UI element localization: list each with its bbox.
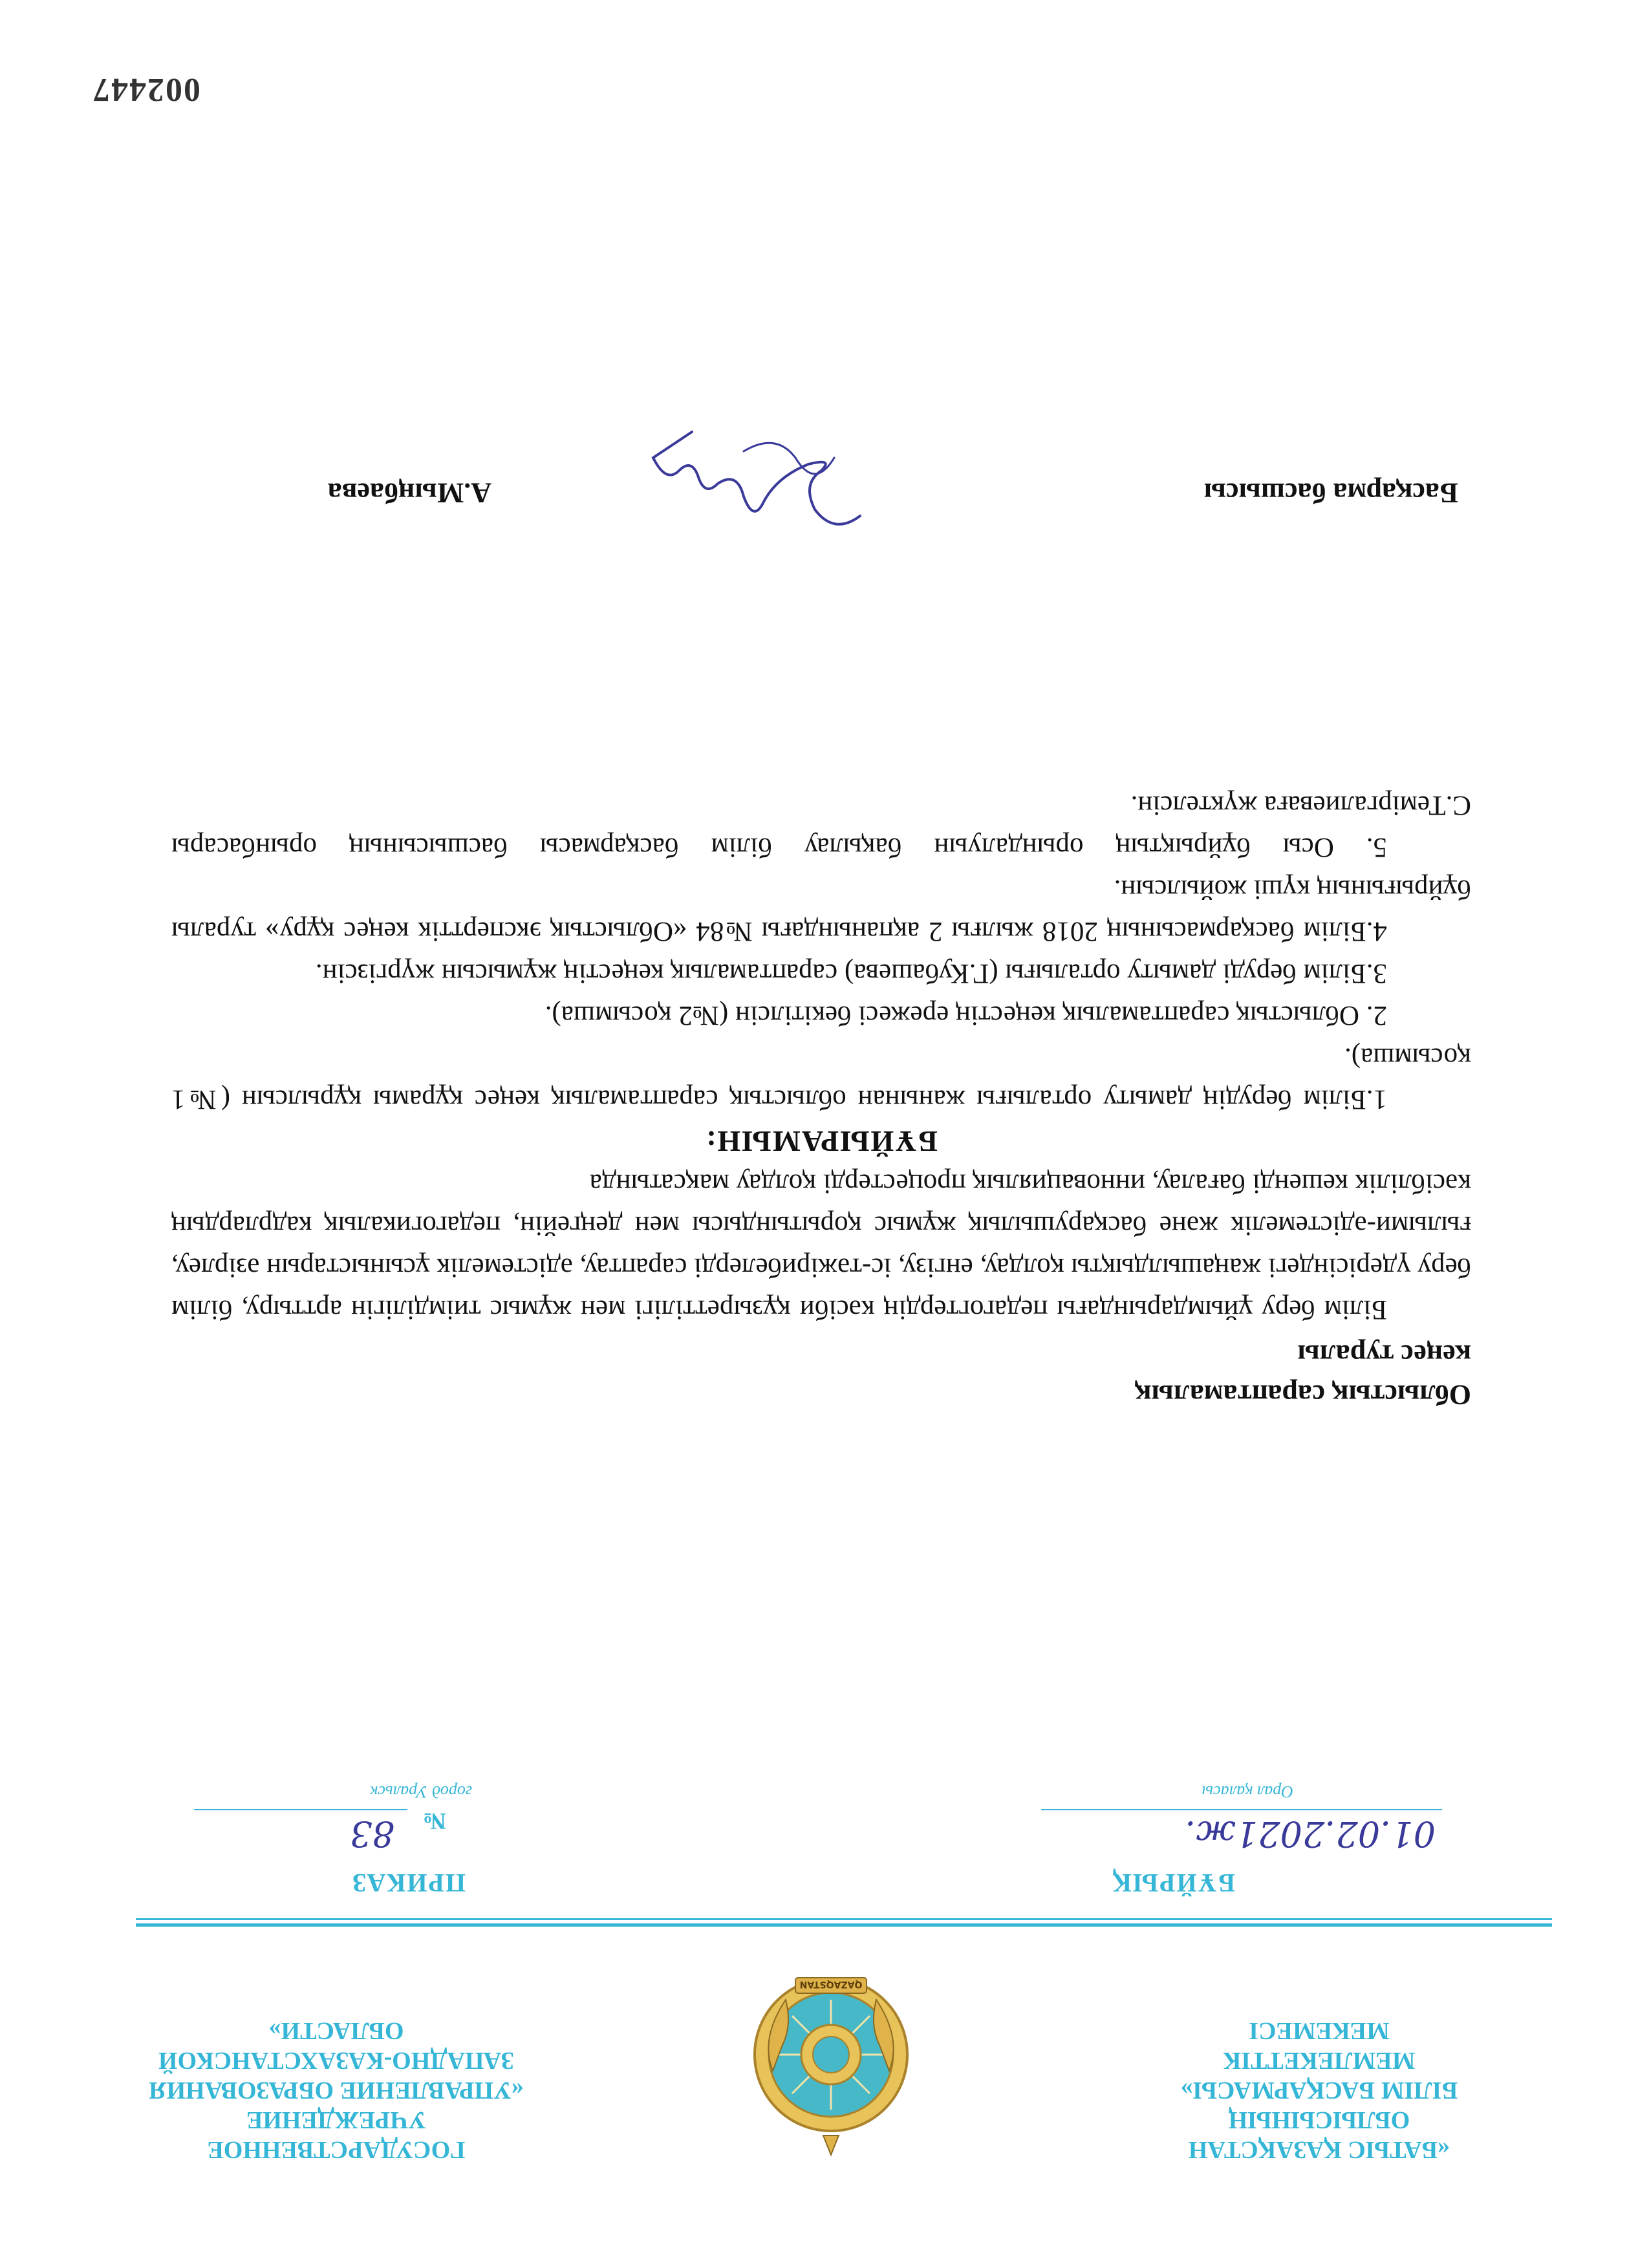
org-ru-line: ОБЛАСТИ»: [268, 2017, 404, 2044]
org-ru-line: «УПРАВЛЕНИЕ ОБРАЗОВАНИЯ: [149, 2077, 524, 2104]
org-ru-line: ГОСУДАРСТВЕННОЕ: [207, 2136, 466, 2163]
org-ru-line: ЗАПАДНО-КАЗАХСТАНСКОЙ: [158, 2047, 515, 2074]
org-name-ru: [84, 2016, 588, 2165]
org-kz-line: БІЛІМ БАСҚАРМАСЫ»: [1180, 2077, 1458, 2104]
org-name-kz: [1086, 2016, 1552, 2165]
letterhead-rule: [136, 1918, 1552, 1920]
form-serial-number: 002447: [92, 71, 200, 108]
handwritten-signature: [640, 425, 873, 555]
number-label: №: [422, 1808, 446, 1834]
order-heading-ru: ПРИКАЗ: [351, 1868, 466, 1898]
title-line: кеңес туралы: [1297, 1339, 1471, 1371]
date-line: [1041, 1809, 1442, 1810]
state-emblem-icon: [747, 1961, 915, 2168]
org-kz-line: МЕМЛЕКЕТТІК: [1223, 2047, 1416, 2074]
order-heading-kz: БҰЙРЫҚ: [1111, 1868, 1235, 1898]
number-line: [194, 1809, 407, 1810]
signatory-title: Басқарма басшысы: [1203, 477, 1458, 509]
title-line: Облыстық сараптамалық: [1135, 1379, 1471, 1411]
order-item: 5. Осы бұйрықтың орындалуын бақылау білім басқармасы басшысының орынбасары С.Теміргалиеваға жүктелсін.: [171, 790, 1471, 862]
city-ru: город Уральск: [370, 1782, 472, 1801]
emblem-text: QAZAQSTAN: [799, 1979, 863, 1989]
order-date: 01.02.2021ж.: [1185, 1813, 1436, 1854]
preamble: Білім беру ұйымдарындағы педагогтердің кәсіби құзыреттілігі мен жұмыс тиімділігін арттыру, білім беру үдерісіндегі жаңашылдықты қолдау, енгізу, іс-тәжірибелерді сараптау, әдістемелік ұсыныстарын әзірлеу, ғылыми-әдістемелік және басқарушылық жұмыс қорытындысы мен деңгейін, педагогикалық кадрлардың кәсіблілік кешенді бағалау, инновациялық процестерді қолдау мақсатында: [171, 1168, 1471, 1325]
order-item: 4.Білім басқармасының 2018 жылғы 2 ақпанындағы №84 «Облыстық эксперттік кеңес құру» туралы бұйрығының күші жойылсын.: [171, 874, 1471, 947]
org-kz-line: ОБЛЫСЫНЫҢ: [1228, 2106, 1410, 2134]
org-kz-line: МЕКЕМЕСІ: [1249, 2017, 1390, 2044]
order-item: 1.Білім берудің дамыту орталығы жанынан облыстық сараптамалық кеңес құрамы құрылсын (№1 қосымша).: [171, 1042, 1471, 1115]
order-item: 2. Облыстық сараптамалық кеңестің ережесі бекітілсін (№2 қосымша).: [544, 1000, 1387, 1031]
signatory-name: А.Мыңбаева: [327, 477, 491, 509]
order-word: БҰЙЫРАМЫН:: [705, 1125, 938, 1158]
city-kz: Орал қаласы: [1202, 1782, 1293, 1801]
order-number: 83: [350, 1813, 394, 1854]
letterhead-rule: [136, 1923, 1552, 1927]
document-title: [1135, 1334, 1471, 1415]
document-body: [171, 784, 1471, 1331]
org-ru-line: УЧРЕЖДЕНИЕ: [246, 2106, 426, 2134]
org-kz-line: «БАТЫС ҚАЗАҚСТАН: [1188, 2136, 1450, 2163]
order-item: 3.Білім беруді дамыту орталығы (Г.Кубашева) сараптамалық кеңестің жұмысын жүргізсін.: [315, 958, 1387, 989]
